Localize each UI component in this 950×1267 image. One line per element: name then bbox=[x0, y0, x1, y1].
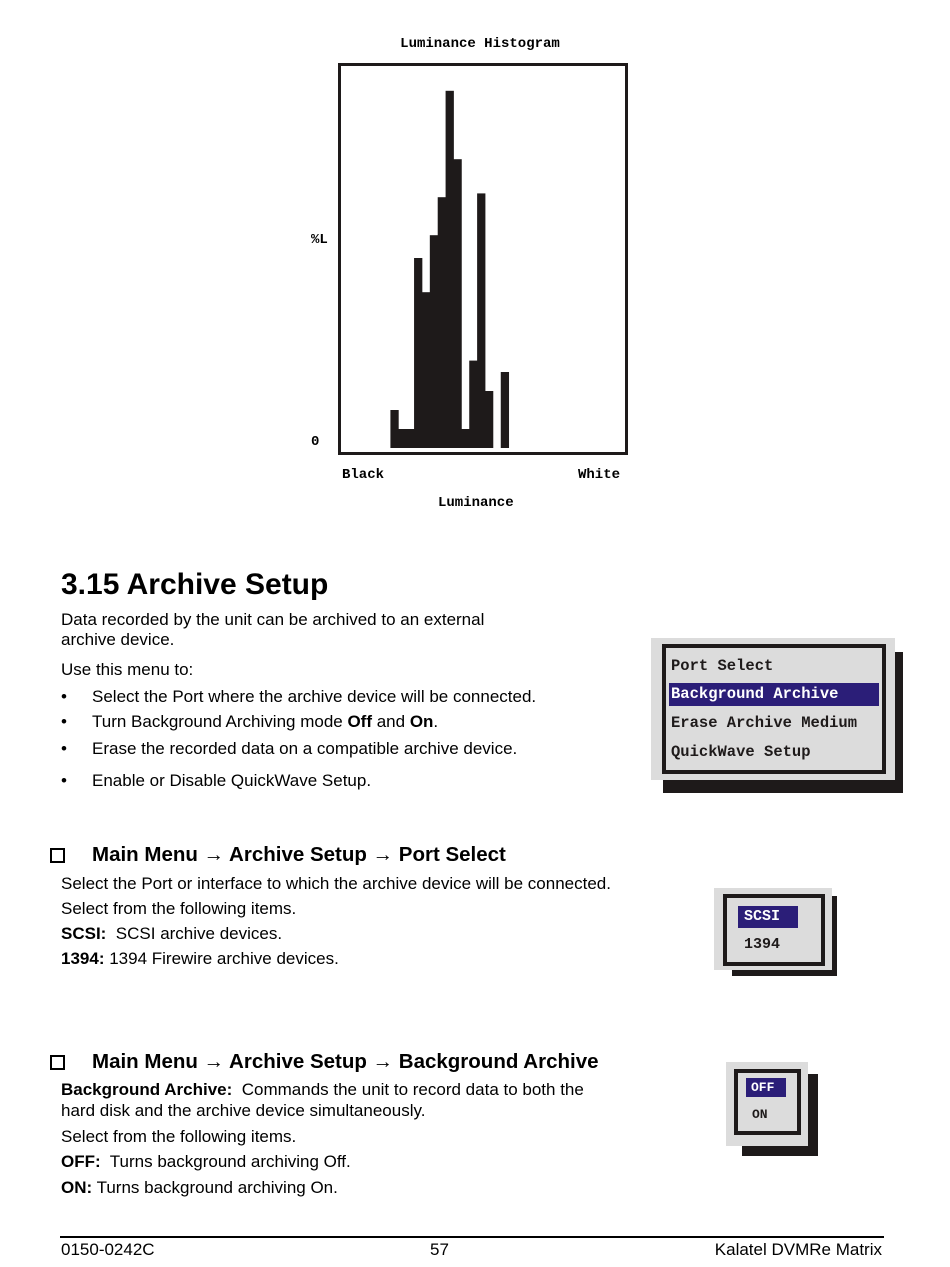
histogram-bar bbox=[469, 361, 477, 448]
histogram-title: Luminance Histogram bbox=[400, 36, 560, 52]
histogram-y-label: %L bbox=[311, 232, 328, 248]
histogram-bar bbox=[461, 429, 469, 448]
menu-item-port-select[interactable]: Port Select bbox=[671, 657, 774, 675]
bullet-text-end: . bbox=[433, 712, 439, 731]
bullet-item bbox=[61, 771, 621, 791]
histogram-bar bbox=[430, 235, 438, 448]
histogram-bar bbox=[422, 292, 430, 448]
menu-item-scsi[interactable]: SCSI bbox=[738, 906, 798, 928]
histogram-bar bbox=[390, 410, 398, 448]
footer-product-name: Kalatel DVMRe Matrix bbox=[714, 1240, 882, 1259]
background-archive-heading bbox=[50, 1050, 650, 1076]
menu-item-1394[interactable]: 1394 bbox=[744, 936, 781, 953]
checkbox-icon bbox=[50, 848, 65, 863]
background-archive-def-text-2: hard disk and the archive device simultaneously. bbox=[61, 1101, 426, 1120]
background-archive-definition bbox=[61, 1080, 584, 1100]
histogram-x-label: Luminance bbox=[438, 495, 514, 511]
intro-line-1: Data recorded by the unit can be archived to an external bbox=[61, 610, 485, 629]
port-select-heading bbox=[50, 843, 650, 869]
intro-line-2: archive device. bbox=[61, 630, 175, 649]
bullet-text: Erase the recorded data on a compatible archive device. bbox=[92, 739, 518, 758]
on-desc: Turns background archiving On. bbox=[92, 1178, 338, 1197]
histogram-bar bbox=[453, 159, 461, 448]
bullet-dot: • bbox=[61, 771, 67, 790]
background-archive-def-text-1: Commands the unit to record data to both the bbox=[232, 1080, 584, 1099]
bullet-dot: • bbox=[61, 739, 67, 758]
port-select-line-2: Select from the following items. bbox=[61, 899, 297, 918]
histogram-bar bbox=[446, 91, 454, 448]
use-menu-text: Use this menu to: bbox=[61, 660, 194, 679]
menu-item-quickwave-setup[interactable]: QuickWave Setup bbox=[671, 743, 811, 761]
background-archive-off-line bbox=[61, 1152, 351, 1172]
port-select-scsi-line bbox=[61, 924, 282, 944]
checkbox-icon bbox=[50, 1055, 65, 1070]
menu-item-off[interactable]: OFF bbox=[746, 1078, 786, 1097]
menu-item-background-archive[interactable]: Background Archive bbox=[669, 683, 879, 706]
bullet-text: Enable or Disable QuickWave Setup. bbox=[92, 771, 372, 790]
bullet-dot: • bbox=[61, 712, 67, 731]
bullet-item bbox=[61, 739, 621, 759]
menu-item-on[interactable]: ON bbox=[752, 1107, 768, 1122]
footer-doc-number: 0150-0242C bbox=[61, 1240, 155, 1259]
bullet-item bbox=[61, 687, 621, 707]
bullet-text bbox=[92, 712, 438, 732]
bullet-text-and: and bbox=[372, 712, 410, 731]
histogram-x-left-label: Black bbox=[342, 467, 385, 483]
port-select-heading-text: Main Menu → Archive Setup → Port Select bbox=[92, 843, 506, 866]
histogram-bar bbox=[406, 429, 414, 448]
histogram-bar bbox=[485, 391, 493, 448]
histogram-bar bbox=[398, 429, 406, 448]
off-desc: Turns background archiving Off. bbox=[100, 1152, 351, 1171]
bullet-text-on: On bbox=[409, 712, 434, 731]
histogram-x-right-label: White bbox=[578, 467, 621, 483]
bullet-text-pre: Turn Background Archiving mode bbox=[92, 712, 348, 731]
bullet-text-off: Off bbox=[347, 712, 372, 731]
menu-item-erase-archive-medium[interactable]: Erase Archive Medium bbox=[671, 714, 858, 732]
port-select-line-1: Select the Port or interface to which the archive device will be connected. bbox=[61, 874, 611, 893]
histogram-bar bbox=[501, 372, 509, 448]
background-archive-heading-text: Main Menu → Archive Setup → Background Archive bbox=[92, 1050, 599, 1073]
off-label: OFF: bbox=[61, 1152, 101, 1171]
fw-label: 1394: bbox=[61, 949, 105, 968]
background-archive-on-line bbox=[61, 1178, 338, 1198]
intro-text bbox=[61, 610, 484, 650]
bullet-dot: • bbox=[61, 687, 67, 706]
background-archive-label: Background Archive: bbox=[61, 1080, 233, 1099]
background-archive-line-2: Select from the following items. bbox=[61, 1127, 297, 1146]
scsi-desc: SCSI archive devices. bbox=[106, 924, 283, 943]
archive-setup-menu bbox=[651, 638, 903, 794]
histogram-bar bbox=[414, 258, 422, 448]
histogram-y-zero: 0 bbox=[311, 434, 320, 450]
port-select-1394-line bbox=[61, 949, 339, 969]
on-label: ON: bbox=[61, 1178, 93, 1197]
fw-desc: 1394 Firewire archive devices. bbox=[104, 949, 339, 968]
menu-border bbox=[723, 894, 825, 966]
background-archive-menu bbox=[726, 1062, 820, 1158]
footer-rule bbox=[60, 1236, 884, 1238]
footer-page-number: 57 bbox=[430, 1240, 449, 1259]
scsi-label: SCSI: bbox=[61, 924, 107, 943]
section-title: 3.15 Archive Setup bbox=[61, 568, 329, 601]
histogram-plot bbox=[341, 66, 625, 452]
histogram-bar bbox=[438, 197, 446, 448]
bullet-item bbox=[61, 712, 621, 732]
bullet-text: Select the Port where the archive device will be connected. bbox=[92, 687, 537, 706]
port-select-menu bbox=[714, 888, 838, 976]
histogram-bar bbox=[477, 193, 485, 448]
